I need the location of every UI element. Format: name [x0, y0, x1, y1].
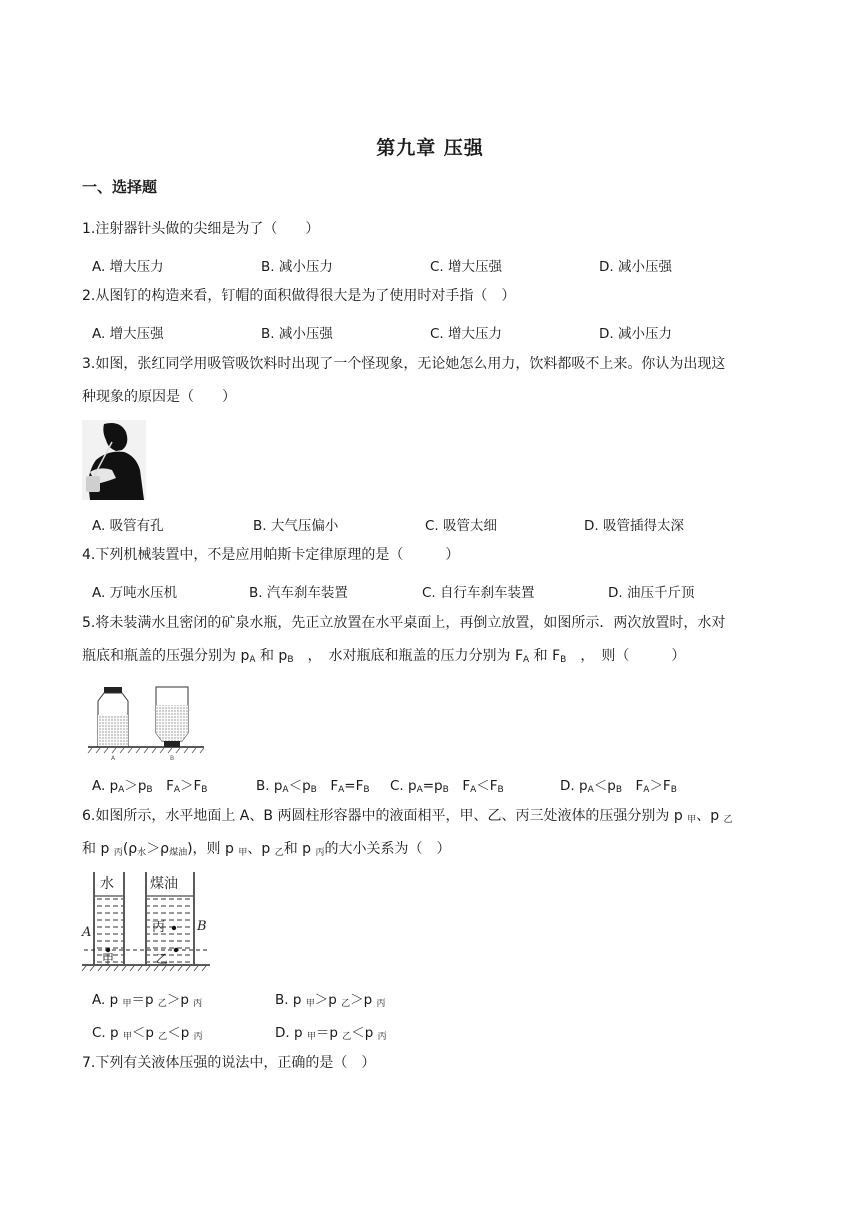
q5-option-d[interactable]: D. $p_A<p_B$ $F_A>F_B$ [560, 778, 677, 795]
svg-text:B: B [197, 919, 207, 934]
q3-option-b[interactable]: B. 大气压偏小 [253, 518, 339, 534]
q1-option-c[interactable]: C. 增大压强 [430, 259, 503, 275]
question-6-stem-line2: 和 p $_丙(\rho_水>\rho_{煤油})$，则 p $_甲$、p $_乙$和 p $_丙$的大小关系为（ ） [82, 841, 451, 858]
containers-figure [80, 868, 212, 972]
question-6-stem-line1: 6.如图所示，水平地面上 A、B 两圆柱形容器中的液面相平，甲、乙、丙三处液体的压强分别为 p $_甲$、p $_乙$ [82, 808, 733, 825]
question-4-stem: 4.下列机械装置中，不是应用帕斯卡定律原理的是（ ） [82, 547, 460, 563]
svg-text:甲: 甲 [102, 952, 115, 966]
q2-option-d[interactable]: D. 减小压力 [599, 326, 672, 342]
svg-text:A: A [111, 755, 116, 761]
q4-option-a[interactable]: A. 万吨水压机 [92, 585, 178, 601]
q6-option-a[interactable]: A. p $_甲$＝p $_乙$＞p $_丙$ [92, 992, 203, 1009]
section-heading: 一、选择题 [82, 178, 158, 196]
bottles-figure [84, 683, 208, 761]
svg-text:乙: 乙 [156, 952, 169, 966]
q4-option-b[interactable]: B. 汽车刹车装置 [249, 585, 348, 601]
svg-text:丙: 丙 [152, 920, 166, 935]
q3-option-a[interactable]: A. 吸管有孔 [92, 518, 164, 534]
q2-option-a[interactable]: A. 增大压强 [92, 326, 164, 342]
q6-option-d[interactable]: D. p $_甲$＝p $_乙$＜p $_丙$ [275, 1025, 387, 1042]
svg-text:水: 水 [100, 876, 114, 892]
q4-option-c[interactable]: C. 自行车刹车装置 [422, 585, 535, 601]
page-title: 第九章 压强 [376, 137, 484, 159]
q5-option-a[interactable]: A. $p_A>p_B$ $F_A>F_B$ [92, 778, 208, 795]
question-7-stem: 7.下列有关液体压强的说法中，正确的是（ ） [82, 1055, 376, 1071]
q2-option-b[interactable]: B. 减小压强 [261, 326, 333, 342]
question-2-stem: 2.从图钉的构造来看，钉帽的面积做得很大是为了使用时对手指（ ） [82, 288, 516, 304]
girl-drinking-figure [82, 420, 146, 500]
q3-option-d[interactable]: D. 吸管插得太深 [584, 518, 684, 534]
q1-option-b[interactable]: B. 减小压力 [261, 259, 333, 275]
q4-option-d[interactable]: D. 油压千斤顶 [608, 585, 695, 601]
q6-option-b[interactable]: B. p $_甲$＞p $_乙$＞p $_丙$ [275, 992, 386, 1009]
q5-option-b[interactable]: B. $p_A<p_B$ $F_A=F_B$ [256, 778, 370, 795]
question-3-stem-line1: 3.如图，张红同学用吸管吸饮料时出现了一个怪现象，无论她怎么用力，饮料都吸不上来。你认为出现这 [82, 356, 726, 372]
svg-text:A: A [82, 925, 92, 940]
q1-option-a[interactable]: A. 增大压力 [92, 259, 164, 275]
q3-option-c[interactable]: C. 吸管太细 [425, 518, 498, 534]
svg-text:B: B [170, 755, 175, 761]
question-3-stem-line2: 种现象的原因是（ ） [82, 389, 236, 405]
svg-text:煤油: 煤油 [150, 876, 178, 892]
q5-option-c[interactable]: C. $p_A=p_B$ $F_A<F_B$ [390, 778, 504, 795]
question-5-stem-line1: 5.将未装满水且密闭的矿泉水瓶，先正立放置在水平桌面上，再倒立放置，如图所示．两次放置时，水对 [82, 615, 726, 631]
q2-option-c[interactable]: C. 增大压力 [430, 326, 503, 342]
q1-option-d[interactable]: D. 减小压强 [599, 259, 672, 275]
question-5-stem-line2: 瓶底和瓶盖的压强分别为 $p_A$ 和 $p_B$ ， 水对瓶底和瓶盖的压力分别为 $F_A$ 和 $F_B$ ， 则（ ） [82, 648, 686, 665]
question-1-stem: 1.注射器针头做的尖细是为了（ ） [82, 221, 320, 237]
q6-option-c[interactable]: C. p $_甲$＜p $_乙$＜p $_丙$ [92, 1025, 203, 1042]
